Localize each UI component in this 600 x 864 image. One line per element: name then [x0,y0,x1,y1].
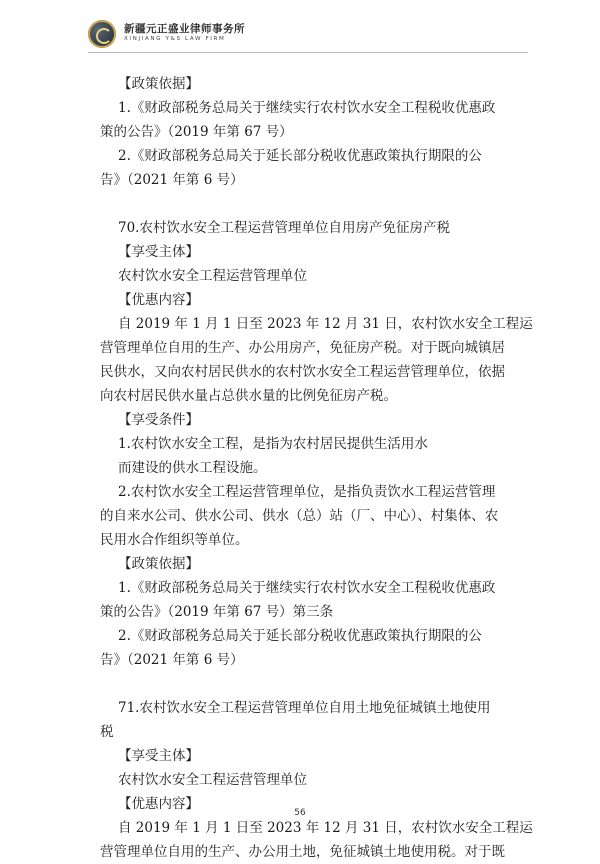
text-line: 民供水，又向农村居民供水的农村饮水安全工程运营管理单位，依据 [100,364,505,380]
text-line: 农村饮水安全工程运营管理单位 [118,772,307,788]
firm-name-cn: 新疆元正盛业律师事务所 [124,23,245,35]
text-line: 营管理单位自用的生产、办公用土地，免征城镇土地使用税。对于既 [100,844,505,860]
text-line: 1.农村饮水安全工程，是指为农村居民提供生活用水 [118,436,428,452]
text-line: 策的公告》（2019 年第 67 号）第三条 [100,604,334,620]
page-number: 56 [294,808,306,818]
text-line: 农村饮水安全工程运营管理单位 [118,268,307,284]
text-line: 【享受主体】 [118,748,199,764]
text-line: 向农村居民供水量占总供水量的比例免征房产税。 [100,388,397,404]
text-line: 【享受主体】 [118,244,199,260]
text-line: 【优惠内容】 [118,292,199,308]
text-line: 2.农村饮水安全工程运营管理单位，是指负责饮水工程运营管理 [118,484,496,500]
law-firm-logo-icon [88,20,116,48]
text-line: 【政策依据】 [118,76,199,92]
text-line: 而建设的供水工程设施。 [118,460,267,476]
text-line: 1.《财政部税务总局关于继续实行农村饮水安全工程税收优惠政 [118,580,496,596]
text-line: 1.《财政部税务总局关于继续实行农村饮水安全工程税收优惠政 [118,100,496,116]
page-header [88,20,528,50]
text-line: 自 2019 年 1 月 1 日至 2023 年 12 月 31 日，农村饮水安全工程运 [118,316,533,332]
text-line: 2.《财政部税务总局关于延长部分税收优惠政策执行期限的公 [118,628,482,644]
text-line: 告》（2021 年第 6 号） [100,172,244,188]
text-line: 【享受条件】 [118,412,199,428]
text-line: 民用水合作组织等单位。 [100,532,249,548]
text-line: 的自来水公司、供水公司、供水（总）站（厂、中心）、村集体、农 [100,508,499,524]
text-line: 税 [100,724,114,740]
text-line: 策的公告》（2019 年第 67 号） [100,124,293,140]
text-line: 70.农村饮水安全工程运营管理单位自用房产免征房产税 [118,220,450,236]
text-line: 告》（2021 年第 6 号） [100,652,244,668]
text-line: 【优惠内容】 [118,796,199,812]
header-divider [88,52,528,53]
text-line: 营管理单位自用的生产、办公用房产，免征房产税。对于既向城镇居 [100,340,505,356]
firm-name-en: XINJIANG Y&S LAW FIRM [124,36,226,42]
document-body [100,72,533,864]
text-line: 2.《财政部税务总局关于延长部分税收优惠政策执行期限的公 [118,148,482,164]
text-line: 71.农村饮水安全工程运营管理单位自用土地免征城镇土地使用 [118,700,491,716]
text-line: 自 2019 年 1 月 1 日至 2023 年 12 月 31 日，农村饮水安全工程运 [118,820,533,836]
text-line: 【政策依据】 [118,556,199,572]
